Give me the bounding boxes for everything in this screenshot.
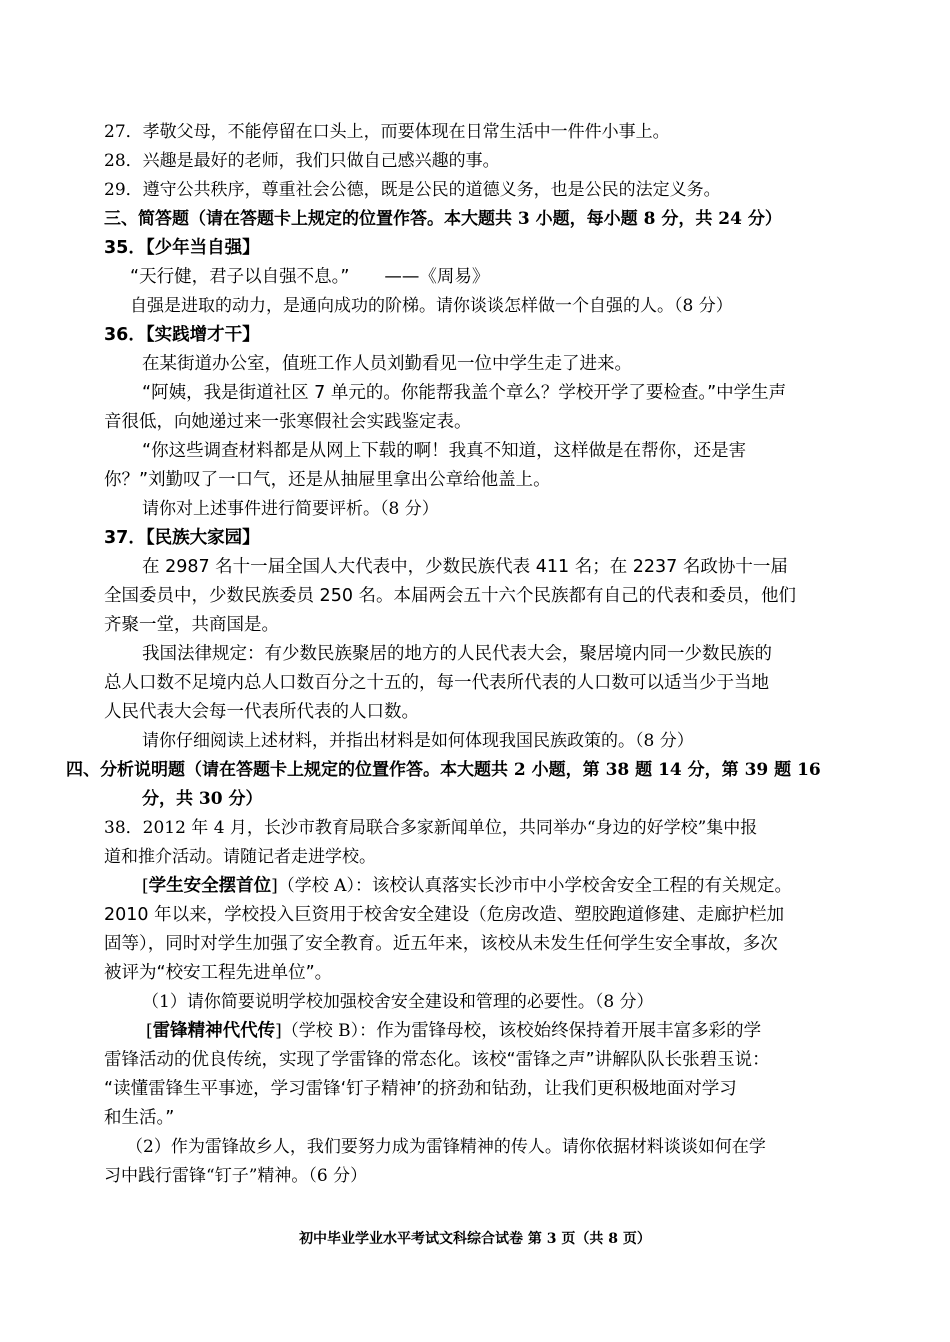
question-27: 27．孝敬父母，不能停留在口头上，而要体现在日常生活中一件件小事上。: [104, 122, 670, 142]
question-38-school-b-line-4: 和生活。”: [104, 1108, 175, 1128]
question-38-task-2-line-1: （2）作为雷锋故乡人，我们要努力成为雷锋精神的传人。请你依据材料谈谈如何在学: [126, 1137, 766, 1157]
question-37-task: 请你仔细阅读上述材料，并指出材料是如何体现我国民族政策的。（8 分）: [142, 731, 694, 751]
question-38-school-b-line-1: [雷锋精神代代传]（学校 B）：作为雷锋母校，该校始终保持着开展丰富多彩的学: [146, 1021, 762, 1041]
school-a-text: 该校认真落实长沙市中小学校舍安全工程的有关规定。: [371, 876, 792, 896]
question-37-title: 37．【民族大家园】: [104, 528, 260, 548]
question-37-para-2-line-1: 我国法律规定：有少数民族聚居的地方的人民代表大会，聚居境内同一少数民族的: [142, 644, 772, 664]
question-38-task-1: （1）请你简要说明学校加强校舍安全建设和管理的必要性。（8 分）: [142, 992, 654, 1012]
question-36-para-3-line-1: “你这些调查材料都是从网上下载的啊！我真不知道，这样做是在帮你，还是害: [142, 441, 747, 461]
question-35-title: 35．【少年当自强】: [104, 238, 260, 258]
question-36-para-2-line-2: 音很低，向她递过来一张寒假社会实践鉴定表。: [104, 412, 472, 432]
question-28: 28．兴趣是最好的老师，我们只做自己感兴趣的事。: [104, 151, 500, 171]
question-36-para-1: 在某街道办公室，值班工作人员刘勤看见一位中学生走了进来。: [142, 354, 632, 374]
section-4-heading-line-1: 四、分析说明题（请在答题卡上规定的位置作答。本大题共 2 小题，第 38 题 14 分，第 39 题 16: [66, 760, 821, 780]
question-36-title: 36．【实践增才干】: [104, 325, 260, 345]
school-b-label: 雷锋精神代代传: [152, 1021, 276, 1041]
question-35-quote: “天行健，君子以自强不息。” ——《周易》: [130, 267, 490, 287]
question-38-intro-line-1: 38．2012 年 4 月，长沙市教育局联合多家新闻单位，共同举办“身边的好学校”集中报: [104, 818, 758, 838]
page-footer: 初中毕业学业水平考试文科综合试卷 第 3 页（共 8 页）: [299, 1231, 651, 1247]
school-a-name: （学校 A）：: [277, 876, 372, 896]
question-38-school-a-line-4: 被评为“校安工程先进单位”。: [104, 963, 333, 983]
school-a-label: 学生安全摆首位: [148, 876, 272, 896]
question-38-school-a-line-2: 2010 年以来，学校投入巨资用于校舍安全建设（危房改造、塑胶跑道修建、走廊护栏加: [104, 905, 785, 925]
question-29: 29．遵守公共秩序，尊重社会公德，既是公民的道德义务，也是公民的法定义务。: [104, 180, 721, 200]
question-35-task: 自强是进取的动力，是通向成功的阶梯。请你谈谈怎样做一个自强的人。（8 分）: [130, 296, 733, 316]
school-b-text: 作为雷锋母校，该校始终保持着开展丰富多彩的学: [376, 1021, 762, 1041]
question-38-intro-line-2: 道和推介活动。请随记者走进学校。: [104, 847, 376, 867]
question-36-para-2-line-1: “阿姨，我是街道社区 7 单元的。你能帮我盖个章么？学校开学了要检查。”中学生声: [142, 383, 787, 403]
question-37-para-2-line-2: 总人口数不足境内总人口数百分之十五的，每一代表所代表的人口数可以适当少于当地: [104, 673, 769, 693]
question-38-task-2-line-2: 习中践行雷锋“钉子”精神。（6 分）: [104, 1166, 368, 1186]
question-36-task: 请你对上述事件进行简要评析。（8 分）: [142, 499, 439, 519]
question-38-school-a-line-1: [学生安全摆首位]（学校 A）：该校认真落实长沙市中小学校舍安全工程的有关规定。: [142, 876, 792, 896]
section-3-heading: 三、简答题（请在答题卡上规定的位置作答。本大题共 3 小题，每小题 8 分，共 24 分）: [104, 209, 782, 229]
school-b-name: （学校 B）：: [281, 1021, 377, 1041]
question-37-para-1-line-3: 齐聚一堂，共商国是。: [104, 615, 279, 635]
question-38-school-b-line-2: 雷锋活动的优良传统，实现了学雷锋的常态化。该校“雷锋之声”讲解队队长张碧玉说：: [104, 1050, 770, 1070]
question-38-school-a-line-3: 固等），同时对学生加强了安全教育。近五年来，该校从未发生任何学生安全事故，多次: [104, 934, 778, 954]
question-36-para-3-line-2: 你？”刘勤叹了一口气，还是从抽屉里拿出公章给他盖上。: [104, 470, 551, 490]
question-37-para-1-line-2: 全国委员中，少数民族委员 250 名。本届两会五十六个民族都有自己的代表和委员，他们: [104, 586, 797, 606]
question-37-para-1-line-1: 在 2987 名十一届全国人大代表中，少数民族代表 411 名；在 2237 名政协十一届: [142, 557, 788, 577]
question-37-para-2-line-3: 人民代表大会每一代表所代表的人口数。: [104, 702, 419, 722]
question-38-school-b-line-3: “读懂雷锋生平事迹，学习雷锋‘钉子精神’的挤劲和钻劲，让我们更积极地面对学习: [104, 1079, 737, 1099]
section-4-heading-line-2: 分，共 30 分）: [142, 789, 263, 809]
